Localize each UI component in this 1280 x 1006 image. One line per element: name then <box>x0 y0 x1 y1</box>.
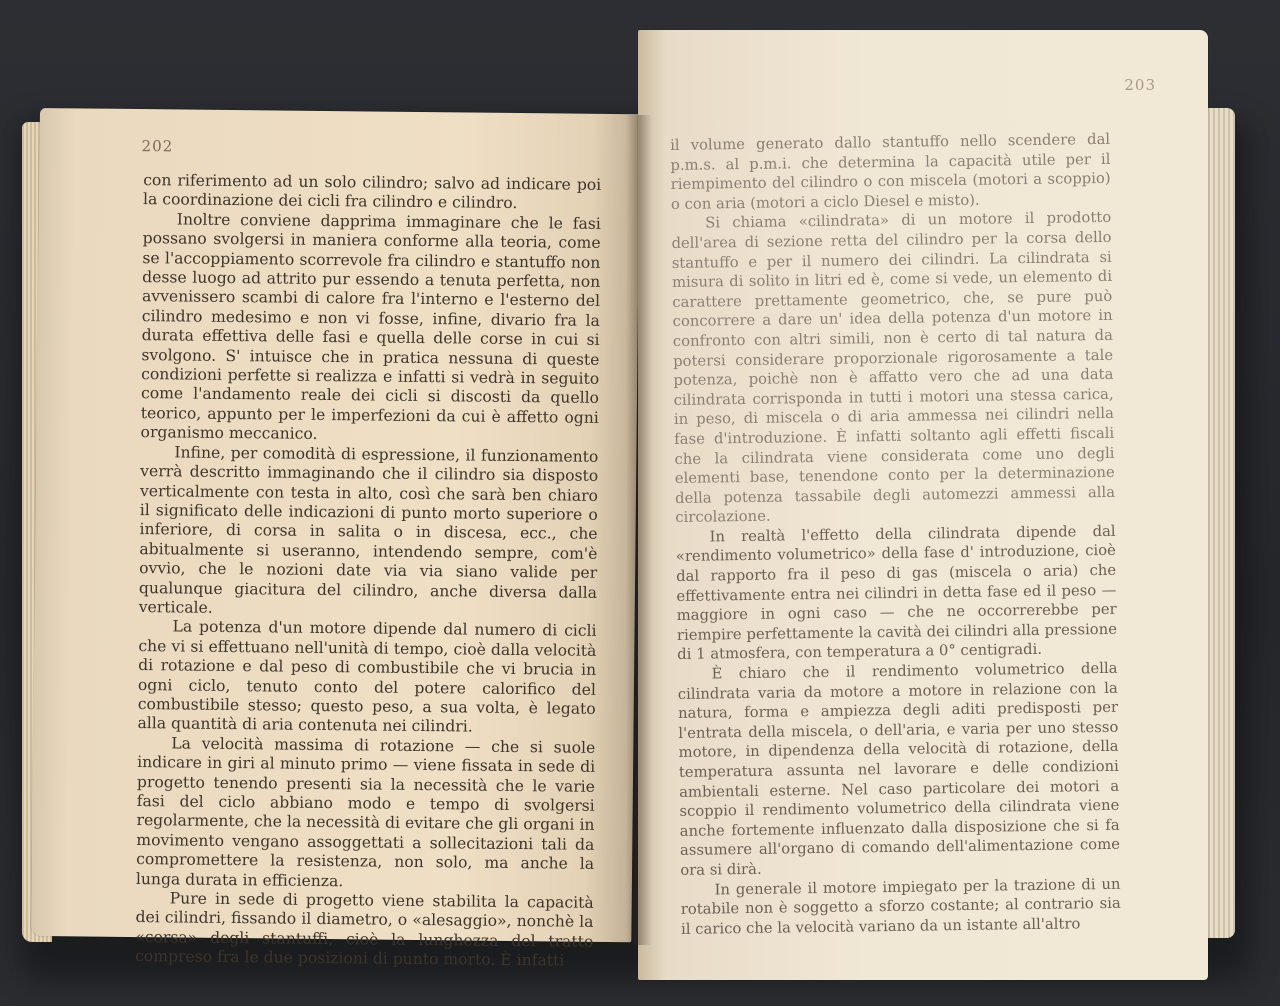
paragraph: il volume generato dallo stantuffo nello scendere dal p.m.s. al p.m.i. che determina la capacità utile per il riempimento del cilindro o con miscela (motori a scoppio) o con aria (motori a ciclo Diesel e misto). <box>670 130 1111 213</box>
paragraph: Infine, per comodità di espressione, il funzionamento verrà descritto immaginando che il cilindro sia disposto verticalmente con testa in alto, così che sarà ben chiaro il significato delle indicazioni di punto morto superiore o inferiore, di corsa in salita o in discesa, ecc., che abitualmente si useranno, intendendo sempre, com'è ovvio, che le nozioni date via via siano valide per qualunque giacitura del cilindro, anche diversa dalla verticale. <box>138 443 599 617</box>
paragraph: La velocità massima di rotazione — che si suole indicare in giri al minuto primo — viene fissata in sede di progetto tenendo presenti sia la necessità che le varie fasi del ciclo abbiano modo e tempo di svolgersi regolarmente, che la necessità di evitare che gli organi in movimento vengano assoggettati a sollecitazioni tali da compromettere la resistenza, non solo, ma anche la lunga durata in efficienza. <box>135 734 596 890</box>
paragraph: È chiaro che il rendimento volumetrico della cilindrata varia da motore a motore in relazione con la natura, forma e ampiezza degli aditi predisposti per l'entrata della miscela, o dell'aria, e varia per uno stesso motore, in dipendenza della velocità di rotazione, della temperatura assunta nel lavorare e delle condizioni ambientali esterne. Nel caso particolare dei motori a scoppio il rendimento volumetrico della cilindrata viene anche fortemente influenzato dalla disposizione che si fa assumere all'organo di comando dell'alimentazione come ora si dirà. <box>677 659 1121 879</box>
right-page-text <box>670 130 1121 939</box>
paragraph: Si chiama «cilindrata» di un motore il prodotto dell'area di sezione retta del cilindro per la corsa dello stantuffo e per il numero dei cilindri. La cilindrata si misura di solito in litri ed è, come si vede, un elemento di carattere prettamente geometrico, che, se pure può concorrere a dare un' idea della potenza d'un motore in confronto con altri simili, non è certo di tal natura da potersi considerare proporzionale rigorosamente a tale potenza, poichè non è affatto vero che ad una data cilindrata corrisponda in tutti i motori una stessa carica, in peso, di miscela o di aria ammessa nei cilindri nella fase d'introduzione. È infatti soltanto agli effetti fiscali che la cilindrata viene considerata come uno degli elementi base, tenendone conto per la determinazione della potenza tassabile degli automezzi ammessi alla circolazione. <box>671 209 1116 527</box>
right-page-number: 203 <box>1124 76 1156 94</box>
paragraph: Inoltre conviene dapprima immaginare che le fasi possano svolgersi in maniera conforme alla teoria, come se l'accoppiamento scorrevole fra cilindro e stantuffo non desse luogo ad attrito pur essendo a tenuta perfetta, non avvenissero scambi di calore fra l'interno e l'esterno del cilindro medesimo e non vi fosse, infine, divario fra la durata effettiva delle fasi e quella delle corse in cui si svolgono. S' intuisce che in pratica nessuna di queste condizioni perfette si realizza e infatti si vedrà in seguito come l'andamento reale dei cicli si discosti da quello teorico, appunto per le imperfezioni da cui è affetto ogni organismo meccanico. <box>140 210 601 444</box>
paragraph: La potenza d'un motore dipende dal numero di cicli che vi si effettuano nell'unità di tempo, cioè dalla velocità di rotazione e dal peso di combustibile che vi brucia in ogni ciclo, tenuto conto del potere calorifico del combustibile stesso; questo peso, a sua volta, è legato alla quantità di aria contenuta nei cilindri. <box>137 617 597 736</box>
left-page <box>31 108 640 970</box>
paragraph: Pure in sede di progetto viene stabilita la capacità dei cilindri, fissando il diametro, o «alesaggio», nonchè la «corsa» degli stantuffi, cioè la lunghezza del tratto compreso fra le due posizioni di punto morto. È infatti <box>135 889 594 970</box>
paragraph: In generale il motore impiegato per la trazione di un rotabile non è soggetto a sforzo costante; al contrario sia il carico che la velocità variano da un istante all'altro <box>680 875 1121 938</box>
right-page <box>638 30 1208 980</box>
left-page-text <box>135 171 601 971</box>
paragraph: In realtà l'effetto della cilindrata dipende dal «rendimento volumetrico» della fase d' introduzione, cioè dal rapporto fra il peso di gas (miscela o aria) che effettivamente entra nei cilindri in detta fase ed il peso — maggiore in ogni caso — che ne occorrerebbe per riempire perfettamente la cavità dei cilindri alla pressione di 1 atmosfera, con temperatura a 0° centigradi. <box>675 522 1118 664</box>
paragraph: con riferimento ad un solo cilindro; salvo ad indicare poi la coordinazione dei cicli fra cilindro e cilindro. <box>142 171 602 213</box>
left-page-number: 202 <box>141 137 174 156</box>
book-gutter <box>626 115 652 945</box>
